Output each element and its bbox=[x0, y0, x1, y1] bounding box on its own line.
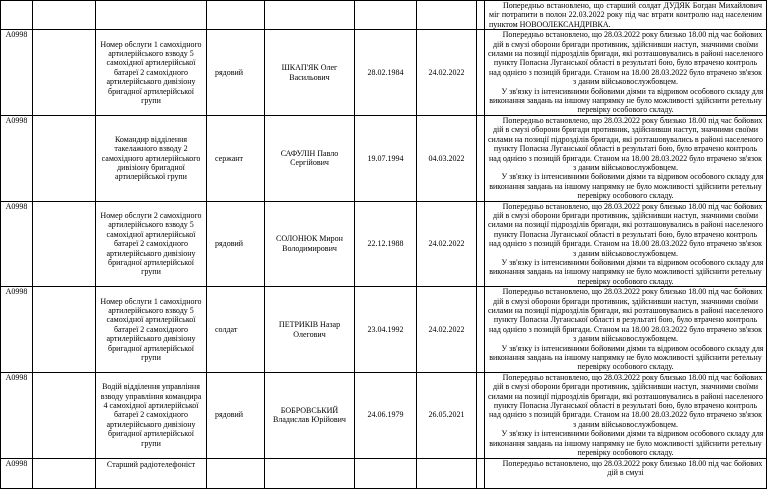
table-row bbox=[1, 115, 767, 201]
cell-description bbox=[485, 287, 767, 373]
cell-unit-code: А0998 bbox=[1, 115, 33, 201]
cell-description bbox=[485, 115, 767, 201]
cell-unit-code: А0998 bbox=[1, 287, 33, 373]
cell-description bbox=[485, 201, 767, 287]
cell-position: Номер обслуги 1 самохідного артилерійського взводу 5 самохідної артилерійської батареї 2 самохідного артилерійського дивізіону бригадної артилерійської групи bbox=[96, 30, 207, 116]
cell-blank bbox=[477, 458, 485, 488]
cell-blank bbox=[477, 287, 485, 373]
cell-position: Номер обслуги 2 самохідного артилерійського взводу 5 самохідної артилерійської батареї 2 самохідного артилерійського дивізіону бригадної артилерійської групи bbox=[96, 201, 207, 287]
top-note-text: Попередньо встановлено, що старший солдат ДУДЯК Богдан Михайлович міг потрапити в полон 22.03.2022 року під час втрати контролю над населеним пунктом НОВООЛЕКСАНДРІВКА. bbox=[489, 1, 762, 29]
cell-position: Водій відділення управління взводу управління командира 4 самохідної артилерійської батареї 2 самохідного артилерійського дивізіону бригадної артилерійської групи bbox=[96, 372, 207, 458]
cell-blank bbox=[207, 458, 265, 488]
cell-unit-code: А0998 bbox=[1, 30, 33, 116]
cell-description bbox=[485, 30, 767, 116]
cell-name: СОЛОНЮК Мирон Володимирович bbox=[265, 201, 355, 287]
cell-birth-date: 22.12.1988 bbox=[355, 201, 417, 287]
table-row bbox=[1, 287, 767, 373]
cell-blank bbox=[33, 30, 96, 116]
cell-blank bbox=[355, 458, 417, 488]
cell-blank bbox=[355, 1, 417, 30]
cell-blank bbox=[477, 1, 485, 30]
description-p2: У зв'язку із інтенсивними бойовими діями та відривом особового складу для виконання завдань на іншому напрямку не було можливості здійснити ретельну перевірку особового складу. bbox=[489, 86, 764, 115]
description-p1: Попередньо встановлено, що 28.03.2022 року близько 18.00 під час бойових дій в смузі оборони бригади противник, здійснивши наступ, значними своїми силами на позиції підрозділів бригади, які розташовувались в районі населеного пункту Попасна Луганської області в результаті бою, було втрачено контроль над однією з позицій бригади. Станом на 18.00 28.03.2022 було втрачено зв'язок з даним військовослужбовцем. bbox=[488, 372, 763, 429]
cell-blank bbox=[477, 30, 485, 116]
cell-rank: рядовий bbox=[207, 372, 265, 458]
table-row bbox=[1, 30, 767, 116]
table-row bbox=[1, 458, 767, 488]
cell-blank bbox=[477, 201, 485, 287]
description-p2: У зв'язку із інтенсивними бойовими діями та відривом особового складу для виконання завдань на іншому напрямку не було можливості здійснити ретельну перевірку особового складу. bbox=[489, 172, 764, 201]
cell-blank bbox=[33, 287, 96, 373]
cell-birth-date: 24.06.1979 bbox=[355, 372, 417, 458]
cell-birth-date: 19.07.1994 bbox=[355, 115, 417, 201]
cell-blank bbox=[33, 1, 96, 30]
cell-blank bbox=[1, 1, 33, 30]
cell-blank bbox=[96, 1, 207, 30]
cell-unit-code: А0998 bbox=[1, 458, 33, 488]
cell-blank bbox=[265, 1, 355, 30]
cell-unit-code: А0998 bbox=[1, 201, 33, 287]
table-row bbox=[1, 372, 767, 458]
description-p1: Попередньо встановлено, що 28.03.2022 року близько 18.00 під час бойових дій в смузі оборони бригади противник, здійснивши наступ, значними своїми силами на позиції підрозділів бригади, які розташовувались в районі населеного пункту Попасна Луганської області в результаті бою, було втрачено контроль над однією з позицій бригади. Станом на 18.00 28.03.2022 було втрачено зв'язок з даним військовослужбовцем. bbox=[488, 115, 763, 172]
cell-birth-date: 28.02.1984 bbox=[355, 30, 417, 116]
cell-service-date: 26.05.2021 bbox=[417, 372, 477, 458]
cell-blank bbox=[207, 1, 265, 30]
cell-blank bbox=[417, 458, 477, 488]
cell-top-note bbox=[485, 1, 767, 30]
cell-blank bbox=[417, 1, 477, 30]
cell-rank: рядовий bbox=[207, 201, 265, 287]
cell-rank: рядовий bbox=[207, 30, 265, 116]
description-p1: Попередньо встановлено, що 28.03.2022 року близько 18.00 під час бойових дій в смузі оборони бригади противник, здійснивши наступ, значними своїми силами на позиції підрозділів бригади, які розташовувались в районі населеного пункту Попасна Луганської області в результаті бою, було втрачено контроль над однією з позицій бригади. Станом на 18.00 28.03.2022 було втрачено зв'язок з даним військовослужбовцем. bbox=[488, 201, 763, 258]
cell-blank bbox=[477, 372, 485, 458]
cell-service-date: 04.03.2022 bbox=[417, 115, 477, 201]
description-p1: Попередньо встановлено, що 28.03.2022 року близько 18.00 під час бойових дій в смузі оборони бригади противник, здійснивши наступ, значними своїми силами на позиції підрозділів бригади, які розташовувались в районі населеного пункту Попасна Луганської області в результаті бою, було втрачено контроль над однією з позицій бригади. Станом на 18.00 28.03.2022 було втрачено зв'язок з даним військовослужбовцем. bbox=[488, 30, 763, 87]
cell-name: БОБРОВСЬКИЙ Владислав Юрійович bbox=[265, 372, 355, 458]
cell-blank bbox=[33, 201, 96, 287]
cell-blank bbox=[33, 458, 96, 488]
cell-rank: солдат bbox=[207, 287, 265, 373]
cell-birth-date: 23.04.1992 bbox=[355, 287, 417, 373]
cell-blank bbox=[33, 115, 96, 201]
cell-name: САФУЛІН Павло Сергійович bbox=[265, 115, 355, 201]
cell-position: Командир відділення такелажного взводу 2 самохідного артилерійського дивізіону бригадної артилерійської групи bbox=[96, 115, 207, 201]
cell-blank bbox=[265, 458, 355, 488]
cell-service-date: 24.02.2022 bbox=[417, 287, 477, 373]
cell-position: Номер обслуги 1 самохідного артилерійського взводу 5 самохідної артилерійської батареї 2 самохідного артилерійського дивізіону бригадної артилерійської групи bbox=[96, 287, 207, 373]
cell-service-date: 24.02.2022 bbox=[417, 30, 477, 116]
cell-blank bbox=[477, 115, 485, 201]
description-p1: Попередньо встановлено, що 28.03.2022 року близько 18.00 під час бойових дій в смузі оборони бригади противник, здійснивши наступ, значними своїми силами на позиції підрозділів бригади, які розташовувались в районі населеного пункту Попасна Луганської області в результаті бою, було втрачено контроль над однією з позицій бригади. Станом на 18.00 28.03.2022 було втрачено зв'язок з даним військовослужбовцем. bbox=[488, 287, 763, 344]
cell-name: ПЕТРИКІВ Назар Олегович bbox=[265, 287, 355, 373]
table-row-intro bbox=[1, 1, 767, 30]
cell-name: ШКАП'ЯК Олег Васильович bbox=[265, 30, 355, 116]
cell-blank bbox=[33, 372, 96, 458]
description-p2: У зв'язку із інтенсивними бойовими діями та відривом особового складу для виконання завдань на іншому напрямку не було можливості здійснити ретельну перевірку особового складу. bbox=[489, 257, 764, 286]
cell-position: Старший радіотелефоніст bbox=[96, 458, 207, 488]
cell-service-date: 24.02.2022 bbox=[417, 201, 477, 287]
description-p2: У зв'язку із інтенсивними бойовими діями та відривом особового складу для виконання завдань на іншому напрямку не було можливості здійснити ретельну перевірку особового складу. bbox=[489, 343, 764, 372]
table-row bbox=[1, 201, 767, 287]
cell-rank: сержант bbox=[207, 115, 265, 201]
cell-unit-code: А0998 bbox=[1, 372, 33, 458]
cell-description bbox=[485, 458, 767, 488]
cell-description bbox=[485, 372, 767, 458]
description-p1: Попередньо встановлено, що 28.03.2022 року близько 18.00 під час бойових дій в смузі bbox=[502, 458, 763, 477]
description-p2: У зв'язку із інтенсивними бойовими діями та відривом особового складу для виконання завдань на іншому напрямку не було можливості здійснити ретельну перевірку особового складу. bbox=[489, 429, 764, 458]
